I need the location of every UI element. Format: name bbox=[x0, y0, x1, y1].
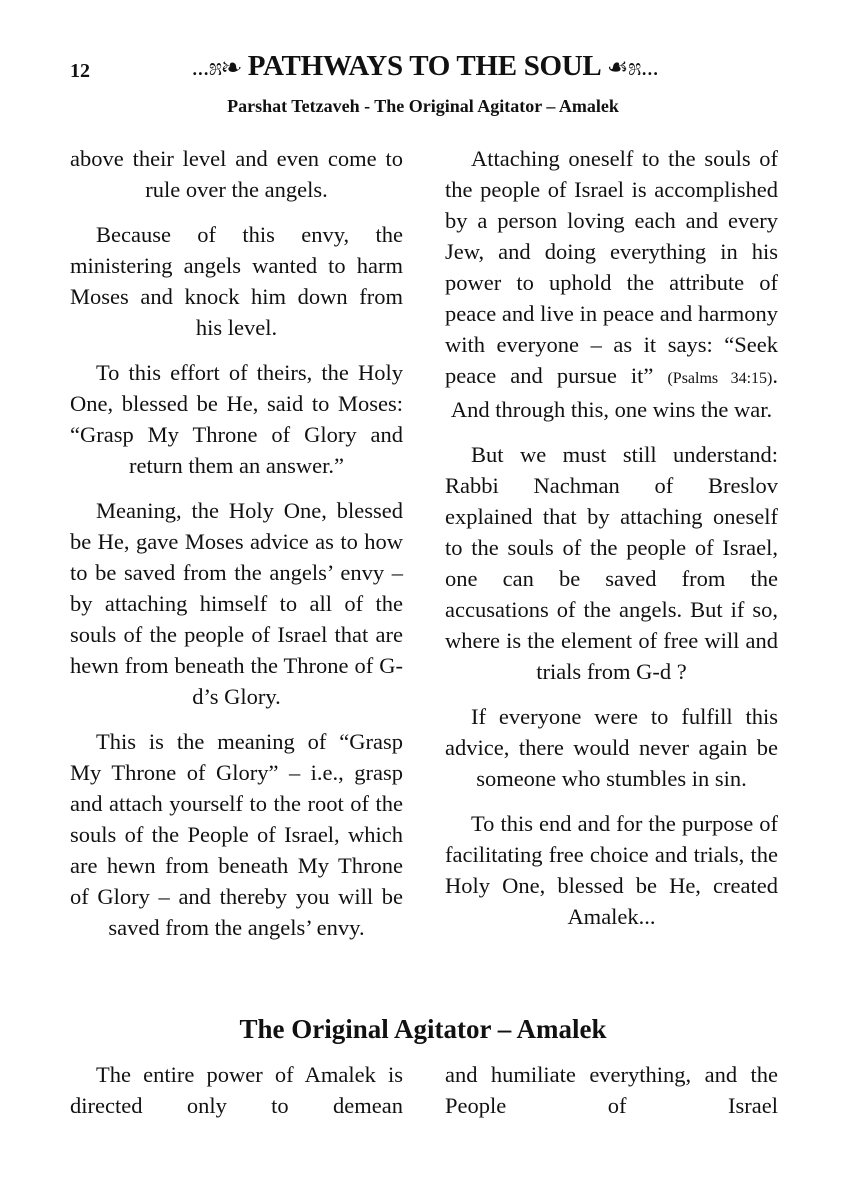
section-heading: The Original Agitator – Amalek bbox=[239, 1014, 607, 1044]
running-header bbox=[130, 50, 720, 83]
citation: (Psalms 34:15) bbox=[667, 370, 773, 387]
paragraph: Meaning, the Holy One, blessed be He, gave Moses advice as to how to be saved from the angels’ envy – by attaching himself to all of the souls of the people of Israel that are hewn from beneath the Throne of G-d’s Glory. bbox=[70, 498, 403, 709]
ornament-right-icon: ☙೫... bbox=[606, 55, 659, 81]
paragraph: To this end and for the purpose of facilitating free choice and trials, the Holy One, blessed be He, created Amalek... bbox=[445, 811, 778, 929]
section-right-column bbox=[445, 1059, 778, 1121]
paragraph-text: Attaching oneself to the souls of the people of Israel is accomplished by a person loving each and every Jew, and doing everything in his power to uphold the attribute of peace and live in peace and harmony with everyone – as it says: “Seek peace and pursue it” bbox=[445, 146, 778, 388]
paragraph: But we must still understand: Rabbi Nachman of Breslov explained that by attaching oneself to the souls of the people of Israel, one can be saved from the accusations of the angels. But if so, where is the element of free will and trials from G-d ? bbox=[445, 442, 778, 684]
paragraph: This is the meaning of “Grasp My Throne of Glory” – i.e., grasp and attach yourself to the root of the souls of the People of Israel, which are hewn from beneath My Throne of Glory – and thereby you will be saved from the angels’ envy. bbox=[70, 729, 403, 940]
paragraph: above their level and even come to rule over the angels. bbox=[70, 146, 403, 202]
left-column bbox=[70, 143, 403, 957]
section-left-column bbox=[70, 1059, 403, 1121]
ornament-left-icon: ...೫❧ bbox=[191, 55, 241, 81]
paragraph bbox=[445, 143, 778, 425]
paragraph: The entire power of Amalek is directed only to demean bbox=[70, 1062, 403, 1118]
paragraph-text: . And through this, one wins the war. bbox=[450, 363, 778, 422]
paragraph: If everyone were to fulfill this advice, there would never again be someone who stumbles in sin. bbox=[445, 704, 778, 791]
paragraph: and humiliate everything, and the People of Israel bbox=[445, 1062, 778, 1118]
page-number: 12 bbox=[70, 60, 90, 82]
paragraph: To this effort of theirs, the Holy One, blessed be He, said to Moses: “Grasp My Throne of Glory and return them an answer.” bbox=[70, 360, 403, 478]
running-title: PATHWAYS TO THE SOUL bbox=[247, 50, 600, 82]
chapter-subtitle: Parshat Tetzaveh - The Original Agitator – Amalek bbox=[227, 96, 619, 116]
paragraph: Because of this envy, the ministering angels wanted to harm Moses and knock him down from his level. bbox=[70, 222, 403, 340]
right-column bbox=[445, 143, 778, 946]
